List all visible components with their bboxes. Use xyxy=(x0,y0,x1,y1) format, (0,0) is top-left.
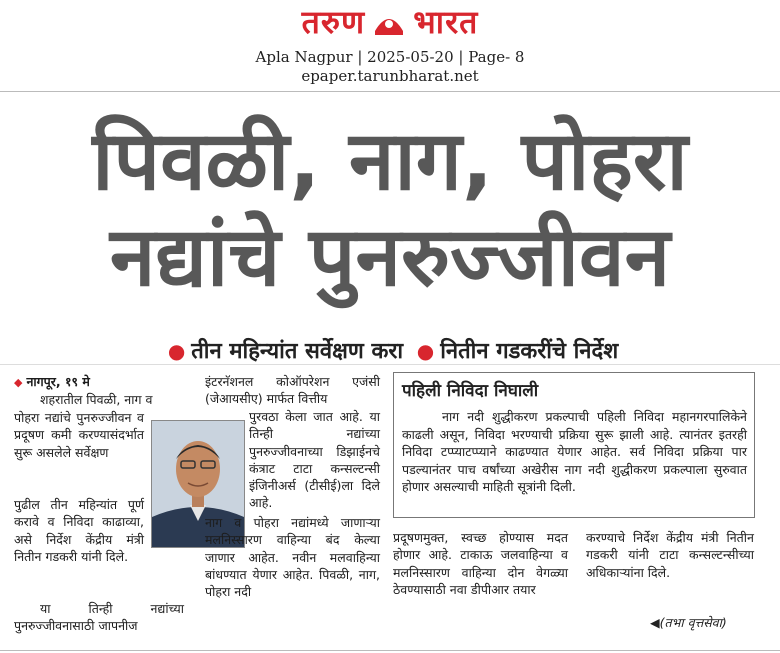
headline-line-2: नद्यांचे पुनरुज्जीवन xyxy=(109,210,671,305)
masthead xyxy=(0,0,780,92)
bullet-icon: ● xyxy=(167,339,186,363)
edition-date: 2025-05-20 xyxy=(367,48,454,66)
col4-text: करण्याचे निर्देश केंद्रीय मंत्री नितीन गडकरी यांनी टाटा कन्सल्टन्सीच्या अधिकाऱ्यांना दिले. xyxy=(586,530,754,580)
logo-text-right: भारत xyxy=(413,3,479,41)
col2-wrap-text: पुरवठा केला जात आहे. या तिन्ही नद्यांच्या पुनरुज्जीवनाच्या डिझाईनचे कंत्राट टाटा कन्सल्टन्सी इंजिनीअर्स (टीसीई)ला दिले आहे. xyxy=(249,409,380,511)
website-url[interactable]: epaper.tarunbharat.net xyxy=(301,67,479,85)
box-text: नाग नदी शुद्धीकरण प्रकल्पाची पहिली निविदा महानगरपालिकेने काढली असून, निविदा भरण्याची प्रक्रिया सुरू झाली आहे. त्यानंतर इतरही निविदा टप्प्याटप्प्याने काढण्यात येणार आहेत. सर्व निविदा प्रक्रिया पार पडल्यानंतर पाच वर्षांच्या अखेरीस नाग नदी शुद्धीकरण प्रकल्पाला सुरुवात होणार असल्याची माहिती सूत्रांनी दिली. xyxy=(402,409,747,494)
logo-emblem-icon xyxy=(372,5,406,39)
news-credit xyxy=(650,614,727,631)
newspaper-logo xyxy=(0,2,780,42)
headline-line-1: पिवळी, नाग, पोहरा xyxy=(92,114,688,209)
col2-full-text: नाग व पोहरा नद्यांमध्ये जाणाऱ्या मलनिस्सारण वाहिन्या बंद केल्या जाणार आहेत. नवीन मलवाहिन्या बांधण्यात येणार आहेत. पिवळी, नाग, पोहरा नदी xyxy=(205,515,380,600)
subhead-1: तीन महिन्यांत सर्वेक्षण करा xyxy=(191,339,404,364)
dateline-diamond-icon: ◆ xyxy=(14,376,23,389)
credit-arrow-icon: ◀ xyxy=(650,615,660,630)
logo-text-left: तरुण xyxy=(301,3,366,41)
col1-lead: शहरातील पिवळी, नाग व xyxy=(40,392,153,407)
credit-text: (तभा वृत्तसेवा) xyxy=(659,615,727,630)
col1-para2: या तिन्ही नद्यांच्या पुनरुज्जीवनासाठी जापनीज xyxy=(14,601,184,634)
bottom-divider xyxy=(0,650,780,651)
dateline-row xyxy=(14,373,194,391)
col2-top-text: इंटरनॅशनल कोऑपरेशन एजंसी (जेआयसीए) मार्फत वित्तीय xyxy=(205,374,380,407)
page-number: Page- 8 xyxy=(468,48,525,66)
subhead-2: नितीन गडकरींचे निर्देश xyxy=(440,339,619,364)
sub-headline xyxy=(0,335,780,365)
edition-line: Apla Nagpur | 2025-05-20 | Page- 8 xyxy=(255,48,525,66)
dateline: नागपूर, १९ मे xyxy=(26,374,90,389)
headline-divider xyxy=(0,364,780,365)
masthead-divider xyxy=(0,91,780,92)
col3-text: प्रदूषणमुक्त, स्वच्छ होण्यास मदत होणार आहे. टाकाऊ जलवाहिन्या व मलनिस्सारण वाहिन्या दोन वेगळ्या ठेवण्यासाठी नवा डीपीआर तयार xyxy=(393,530,568,597)
col1-full-text: पुढील तीन महिन्यांत पूर्ण करावे व निविदा काढाव्या, असे निर्देश केंद्रीय मंत्री नितीन गडकरी यांनी दिले. xyxy=(14,497,144,564)
box-title: पहिली निविदा निघाली xyxy=(402,381,539,401)
col1-wrap-text: पोहरा नद्यांचे पुनरुज्जीवन व प्रदूषण कमी करण्यासंदर्भात सुरू असलेले सर्वेक्षण xyxy=(14,410,144,460)
edition-name: Apla Nagpur xyxy=(255,48,353,66)
bullet-icon: ● xyxy=(416,339,435,363)
